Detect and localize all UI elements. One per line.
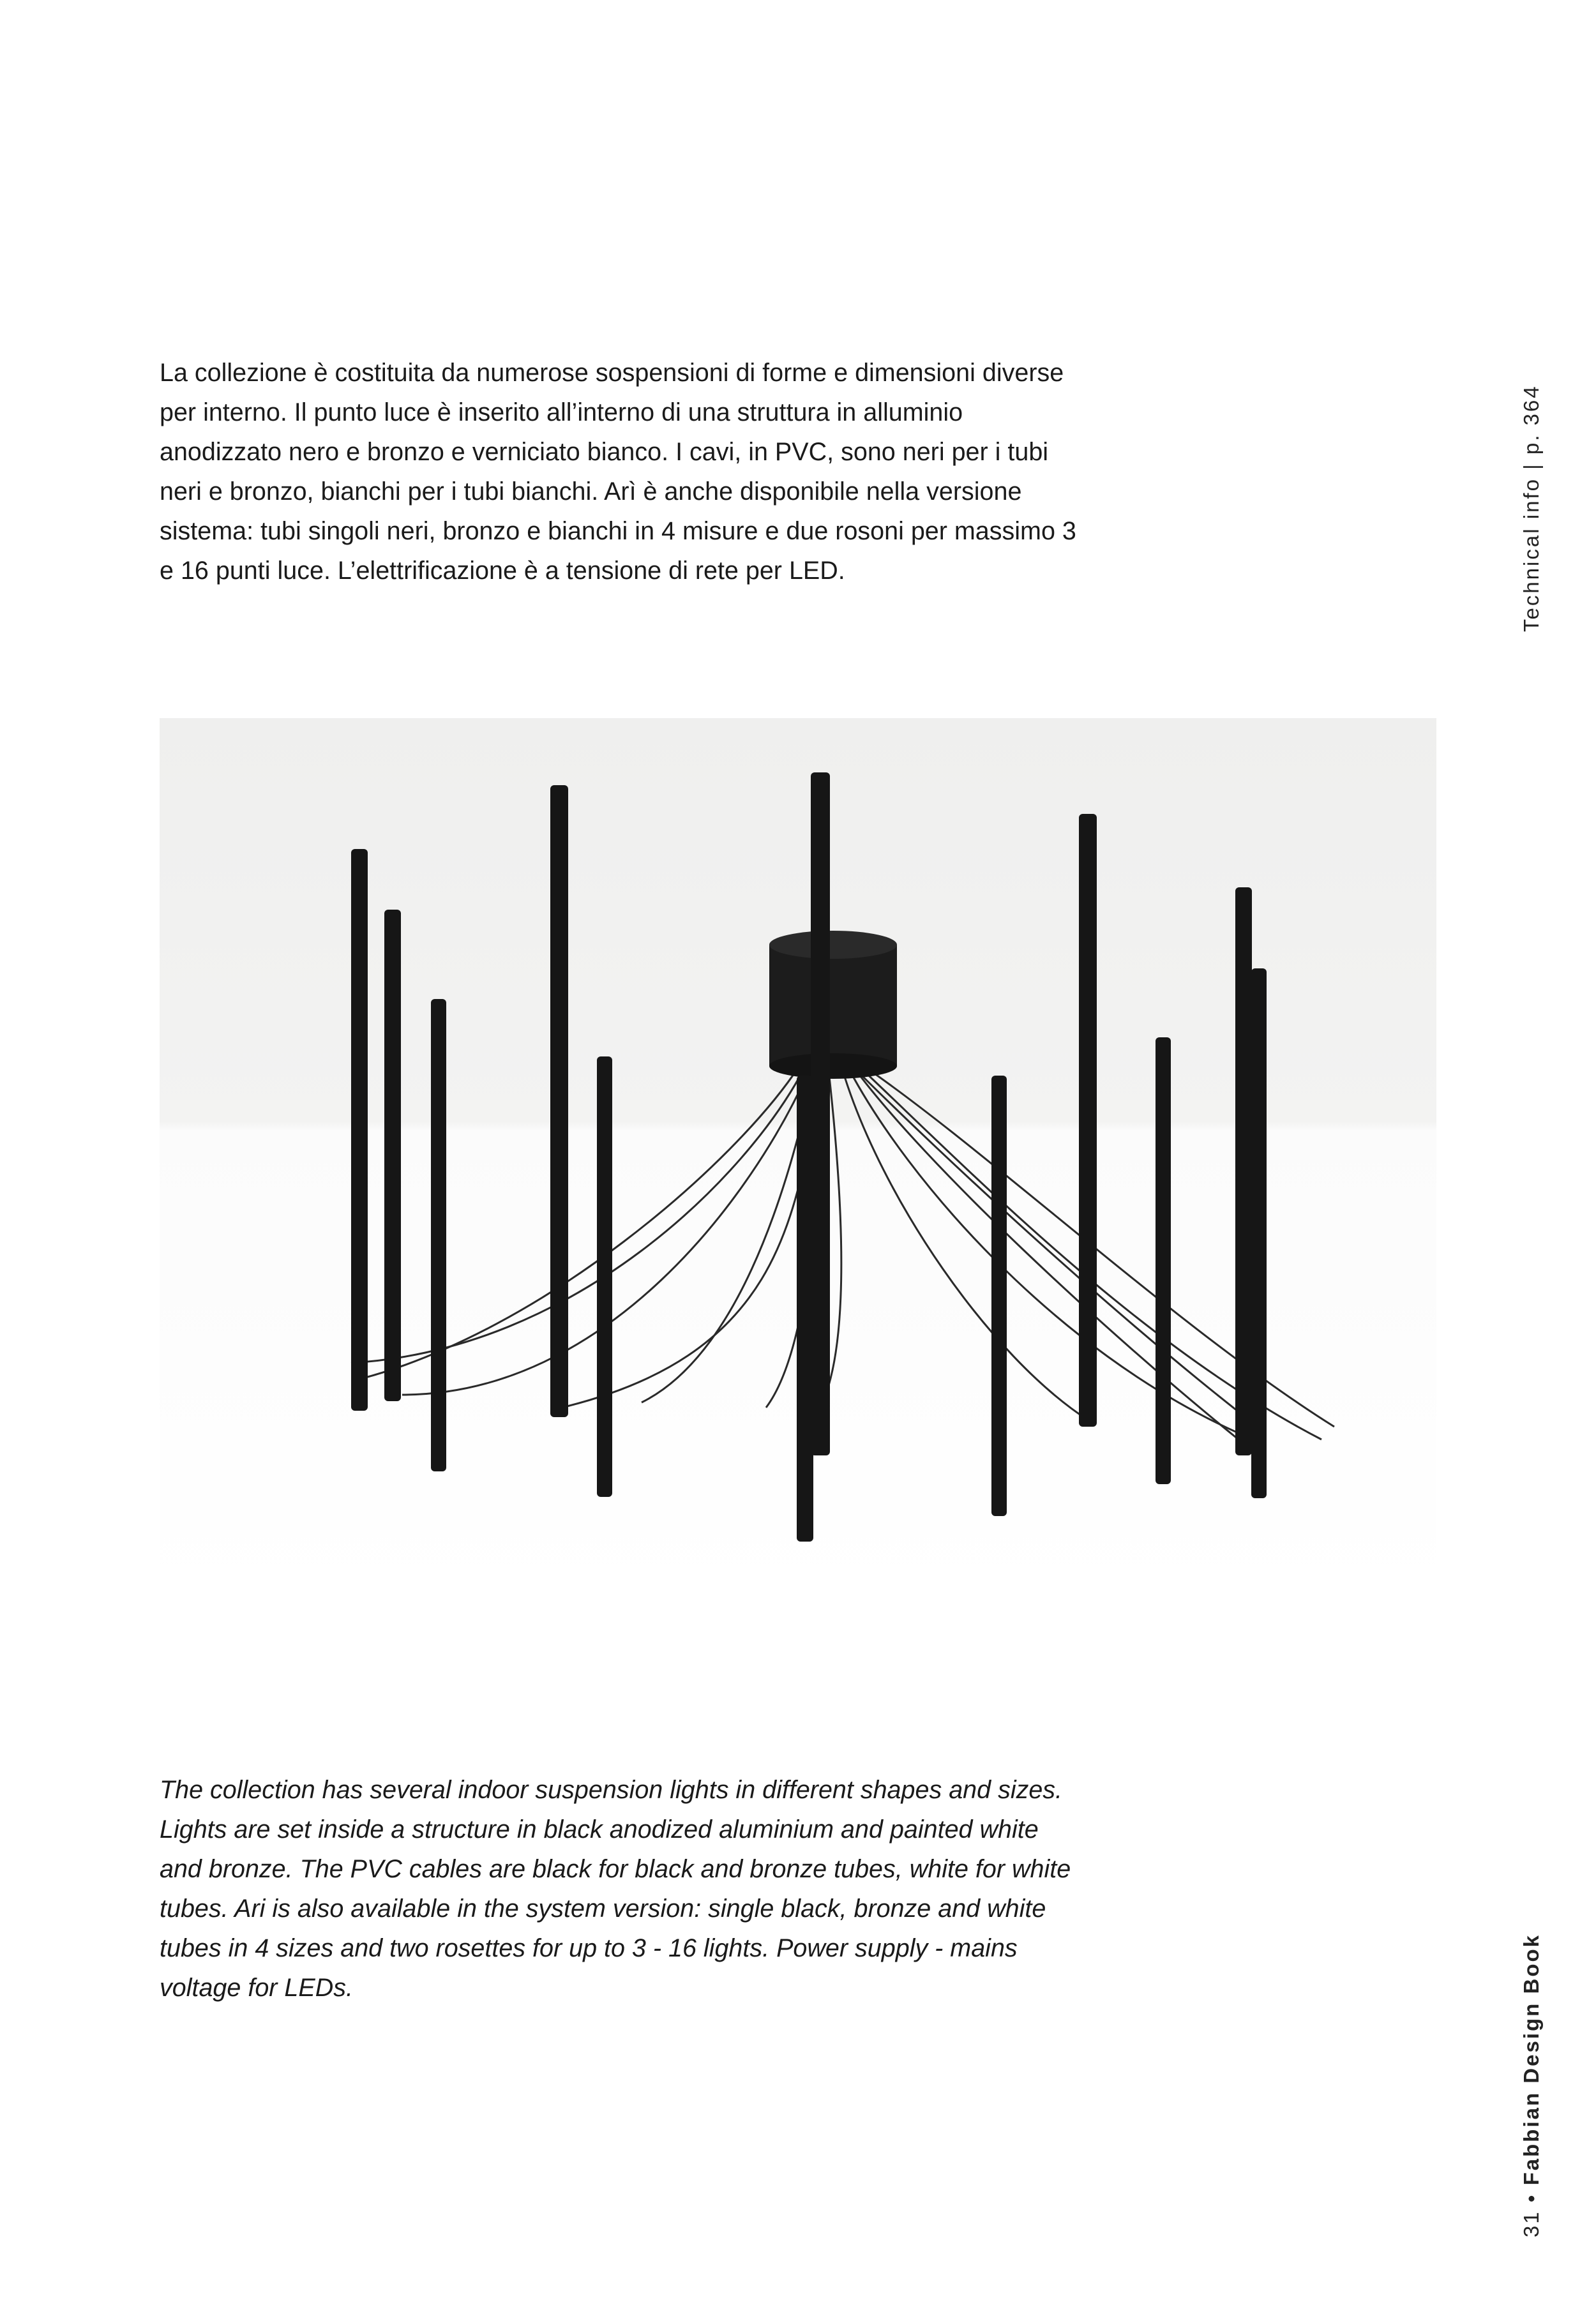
tube — [597, 1056, 612, 1497]
italian-description: La collezione è costituita da numerose sospensioni di forme e dimensioni diverse per interno. Il punto luce è inserito all’interno di una struttura in alluminio anodizzato nero e bronzo e verniciato bianco. I cavi, in PVC, sono neri per i tubi neri e bronzo, bianchi per i tubi bianchi. Arì è anche disponibile nella versione sistema: tubi singoli neri, bronzo e bianchi in 4 misure e due rosoni per massimo 3 e 16 punti luce. L’elettrificazione è a tensione di rete per LED. — [160, 359, 1076, 585]
tube — [550, 785, 568, 1417]
rosette — [769, 931, 897, 1079]
book-title: Fabbian Design Book — [1519, 1934, 1543, 2186]
tube — [1251, 968, 1267, 1498]
chandelier-illustration — [160, 718, 1436, 1596]
tube — [1079, 814, 1097, 1427]
page-number: 31 — [1519, 2210, 1543, 2237]
tube — [811, 772, 830, 1455]
page-footer — [1519, 1934, 1544, 2237]
tube — [431, 999, 446, 1471]
tube — [384, 910, 401, 1401]
tube — [351, 849, 368, 1411]
technical-info-label: Technical info | p. 364 — [1519, 384, 1543, 632]
tube — [797, 1076, 813, 1542]
tube — [1235, 887, 1252, 1455]
product-photo — [160, 718, 1436, 1596]
separator-dot: • — [1519, 2193, 1543, 2203]
tube — [1156, 1037, 1171, 1484]
tube — [991, 1076, 1007, 1516]
english-description: The collection has several indoor suspension lights in different shapes and sizes. Lights are set inside a structure in black anodized aluminium and painted white and bronze. The PVC cables are black for black and bronze tubes, white for white tubes. Ari is also available in the system version: single black, bronze and white tubes in 4 sizes and two rosettes for up to 3 - 16 lights. Power supply - mains voltage for LEDs. — [160, 1776, 1071, 2002]
